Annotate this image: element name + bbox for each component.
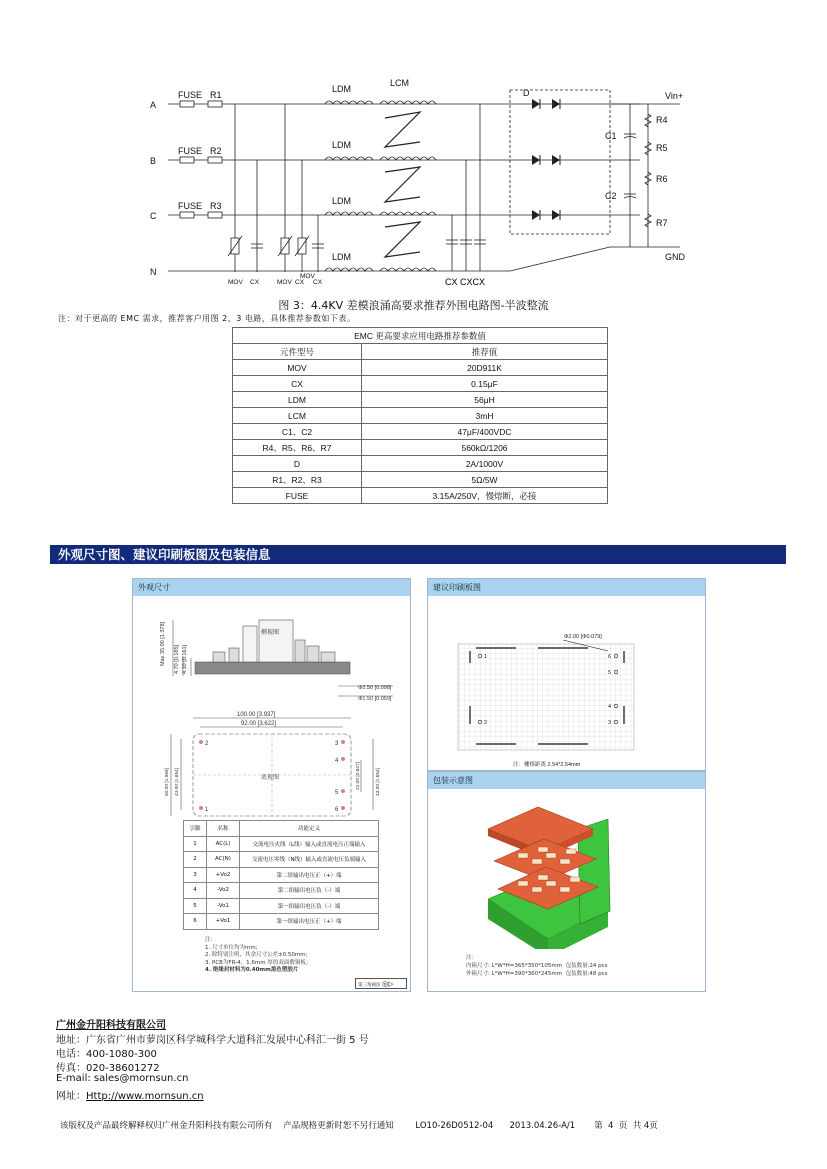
gnd-label: GND [665, 252, 685, 262]
table-row [233, 408, 608, 424]
table-row [184, 898, 379, 914]
param-cell: LCM [233, 408, 362, 424]
circuit-diagram [140, 72, 700, 292]
website-label: 网址： [56, 1091, 86, 1102]
panel-title: 外观尺寸 [133, 579, 410, 596]
packaging-panel [427, 771, 706, 992]
pin-cell: 交流电压火线（L线）输入或直流电压正端输入 [240, 836, 379, 852]
dim-text: 92.00 [3.622] [241, 721, 277, 727]
dim-text: Max 35.00 [1.378] [160, 621, 166, 666]
param-cell: 3.15A/250V，慢熔断，必接 [362, 488, 608, 504]
section-title: 外观尺寸图、建议印刷板图及包装信息 [50, 545, 786, 564]
note-line: 4. 绝缘封材料为0.40mm黑色塑胶片 [205, 967, 299, 973]
note-line: 内箱尺寸: L*W*H=365*350*105mm 包装数量:24 pcs [466, 963, 608, 969]
lcm-label: LCM [390, 78, 410, 88]
fax: 传真：020-38601272 [56, 1063, 160, 1074]
hole-dimension: Φ2.00 [Φ0.079] [564, 634, 602, 640]
param-table [232, 327, 608, 504]
ldm-label: LDM [332, 140, 352, 150]
pin-table-header: 功能定义 [240, 821, 379, 837]
row-label-a: A [150, 100, 157, 110]
cx-label: CX [250, 279, 260, 286]
table-row [233, 472, 608, 488]
dim-text: 43.00 [1.654] [175, 767, 180, 796]
mov-label: MOV [300, 273, 315, 280]
dim-text: Φ2.50 [0.098] [358, 685, 392, 691]
diode-label: D [523, 88, 530, 98]
pin-cell: AC(L) [207, 836, 240, 852]
pin-cell: AC(N) [207, 852, 240, 868]
note-line: 1. 尺寸单位均为mm; [205, 944, 258, 951]
side-view-label: 侧视图 [261, 630, 280, 636]
param-cell: 47μF/400VDC [362, 424, 608, 440]
table-row [184, 883, 379, 899]
pin-table-header: 引脚 [184, 821, 207, 837]
param-cell: 560kΩ/1206 [362, 440, 608, 456]
pin-cell: -Vo1 [207, 898, 240, 914]
param-cell: MOV [233, 360, 362, 376]
dim-text: 22.00 [0.827] [356, 761, 361, 790]
param-header: 推荐值 [362, 344, 608, 360]
resistor-label-r7: R7 [656, 218, 668, 228]
pin-cell: 6 [184, 914, 207, 930]
pin-cell: 3 [184, 867, 207, 883]
pin-number: 3 [335, 741, 339, 747]
note-line: 注： [466, 955, 478, 961]
website [56, 1087, 204, 1102]
dim-text: 4.70 [0.185] [174, 644, 180, 674]
fuse-label: FUSE [178, 201, 203, 211]
mov-label: MOV [277, 279, 292, 286]
param-cell: 3mH [362, 408, 608, 424]
table-row [233, 424, 608, 440]
cx-label: CX [313, 279, 323, 286]
ldm-label: LDM [332, 252, 352, 262]
param-cell: 0.15μF [362, 376, 608, 392]
pin-cell: -Vo2 [207, 883, 240, 899]
param-cell: D [233, 456, 362, 472]
ldm-label: LDM [332, 84, 352, 94]
table-row [184, 852, 379, 868]
table-row [233, 456, 608, 472]
pin-number: 5 [608, 670, 612, 676]
projection-icon: ◎▷ [381, 980, 394, 988]
pin-cell: +Vo2 [207, 867, 240, 883]
phone: 电话：400-1080-300 [56, 1049, 157, 1060]
pin-cell: 1 [184, 836, 207, 852]
row-label-b: B [150, 156, 157, 166]
fuse-label: FUSE [178, 90, 203, 100]
pin-number: 1 [484, 654, 488, 660]
page-footer: 该版权及产品最终解释权归广州金升阳科技有限公司所有 产品规格更新时恕不另行通知 LO10-26D0512-04 2013.04.26-A/1 第 4 页 共 4页 [60, 1121, 658, 1131]
pin-cell: 交流电压零线（N线）输入或直流电压负端输入 [240, 852, 379, 868]
pin-table [183, 820, 379, 930]
website-link[interactable]: Http://www.mornsun.cn [86, 1091, 204, 1102]
pcb-drawing [428, 596, 705, 771]
param-cell: R1、R2、R3 [233, 472, 362, 488]
pin-number: 5 [335, 790, 339, 796]
pin-cell: 第二组输出电压负（-）端 [240, 883, 379, 899]
row-label-n: N [150, 267, 157, 277]
pin-cell: 第二组输出电压正（+）端 [240, 867, 379, 883]
pin-number: 4 [608, 704, 612, 710]
pin-cell: 4 [184, 883, 207, 899]
cx-label: CX [295, 279, 305, 286]
panel-title: 包装示意图 [428, 772, 705, 789]
pin-number: 3 [608, 720, 612, 726]
note-line: 2. 除特别注明，其余尺寸公差±0.50mm; [205, 952, 308, 958]
pin-table-header: 名称 [207, 821, 240, 837]
panel-title: 建议印刷板图 [428, 579, 705, 596]
param-header: 元件型号 [233, 344, 362, 360]
pin-cell: 2 [184, 852, 207, 868]
mov-label: MOV [228, 279, 243, 286]
param-cell: 5Ω/5W [362, 472, 608, 488]
param-cell: 2A/1000V [362, 456, 608, 472]
vin-label: Vin+ [665, 91, 684, 101]
table-row [184, 867, 379, 883]
pcb-panel [427, 578, 706, 771]
table-row [233, 376, 608, 392]
bottom-view-label: 底视图 [261, 775, 280, 781]
param-table-title: EMC 更高要求应用电路推荐参数值 [233, 328, 608, 344]
dimension-panel [132, 578, 411, 992]
resistor-label-r5: R5 [656, 143, 668, 153]
packaging-drawing [428, 789, 705, 949]
grid-note: 注：栅格距离 2.54*2.54mm [513, 762, 581, 768]
param-cell: 56μH [362, 392, 608, 408]
cx-group-label: CX CXCX [445, 277, 486, 287]
param-cell: 20D911K [362, 360, 608, 376]
note-line: 外箱尺寸: L*W*H=390*360*245mm 包装数量:48 pcs [466, 971, 608, 977]
address: 地址：广东省广州市萝岗区科学城科学大道科汇发展中心科汇一街 5 号 [56, 1035, 369, 1046]
pin-number: 2 [484, 720, 488, 726]
ldm-label: LDM [332, 196, 352, 206]
resistor-label-r4: R4 [656, 115, 668, 125]
resistor-label-r6: R6 [656, 174, 668, 184]
pin-number: 6 [335, 807, 339, 813]
param-cell: CX [233, 376, 362, 392]
param-cell: C1、C2 [233, 424, 362, 440]
param-cell: R4、R5、R6、R7 [233, 440, 362, 456]
dim-text: 4.10 [0.161] [182, 644, 188, 674]
dim-text: 100.00 [3.937] [237, 712, 276, 718]
company-name: 广州金升阳科技有限公司 [56, 1020, 166, 1031]
pin-cell: +Vo1 [207, 914, 240, 930]
table-row [233, 392, 608, 408]
note-line: 注： [205, 937, 217, 943]
resistor-label: R2 [210, 146, 222, 156]
row-label-c: C [150, 211, 157, 221]
table-row [233, 440, 608, 456]
param-cell: FUSE [233, 488, 362, 504]
packaging-notes [466, 954, 608, 978]
pin-number: 1 [205, 807, 209, 813]
dimension-notes [205, 937, 311, 975]
projection-label: 第三角画法 [358, 983, 381, 988]
table-row [184, 914, 379, 930]
pin-cell: 第一组输出电压负（-）端 [240, 898, 379, 914]
dimension-drawing [133, 596, 410, 991]
table-row [233, 488, 608, 504]
email[interactable]: E-mail: sales@mornsun.cn [56, 1073, 189, 1084]
cap-label-c2: C2 [605, 191, 617, 201]
pin-number: 6 [608, 654, 612, 660]
table-row [233, 360, 608, 376]
projection-symbol [355, 978, 407, 989]
table-row [184, 836, 379, 852]
fuse-label: FUSE [178, 146, 203, 156]
pin-cell: 第一组输出电压正（+）端 [240, 914, 379, 930]
cap-label-c1: C1 [605, 131, 617, 141]
pin-number: 2 [205, 741, 209, 747]
resistor-label: R1 [210, 90, 222, 100]
figure-caption: 图 3：4.4KV 差模浪涌高要求推荐外围电路图-半波整流 [278, 299, 549, 312]
resistor-label: R3 [210, 201, 222, 211]
pin-cell: 5 [184, 898, 207, 914]
emc-note: 注：对于更高的 EMC 需求，推荐客户用图 2、3 电路，具体推荐参数如下表。 [58, 314, 356, 323]
note-line: 3. PCB为FR-4、1.6mm 厚的双面敷铜板； [205, 959, 312, 966]
dim-text: 50.00 [1.969] [165, 767, 170, 796]
dim-text: Φ1.50 [0.059] [358, 696, 392, 702]
param-cell: LDM [233, 392, 362, 408]
pin-number: 4 [335, 758, 339, 764]
dim-text: 43.00 [1.654] [376, 767, 381, 796]
